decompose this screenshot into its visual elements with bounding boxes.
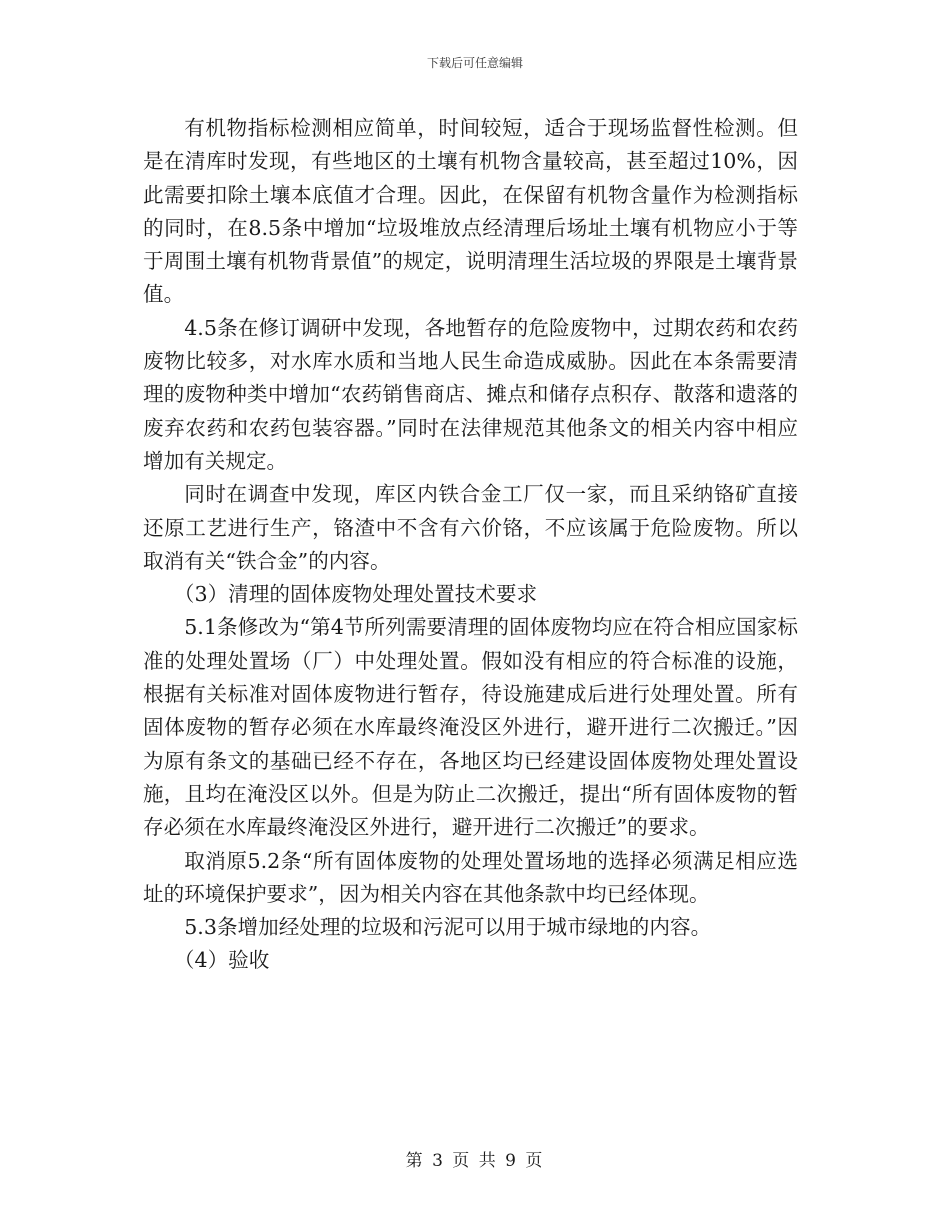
paragraph-organic-matter: 有机物指标检测相应简单，时间较短，适合于现场监督性检测。但是在清库时发现，有些地区的土壤有机物含量较高，甚至超过10%，因此需要扣除土壤本底值才合理。因此，在保留有机物含量作为检测指标的同时，在8.5条中增加“垃圾堆放点经清理后场址土壤有机物应小于等于周围土壤有机物背景值”的规定，说明清理生活垃圾的界限是土壤背景值。 [143, 116, 798, 307]
paragraph-article-5-3: 5.3条增加经处理的垃圾和污泥可以用于城市绿地的内容。 [184, 915, 712, 940]
document-body [143, 112, 798, 978]
paragraph-ferroalloy: 同时在调查中发现，库区内铁合金工厂仅一家，而且采纳铬矿直接还原工艺进行生产，铬渣中不含有六价铬，不应该属于危险废物。所以取消有关“铁合金”的内容。 [143, 482, 798, 573]
section-heading-3: （3）清理的固体废物处理处置技术要求 [173, 582, 538, 607]
paragraph-article-4-5: 4.5条在修订调研中发现，各地暂存的危险废物中，过期农药和农药废物比较多，对水库水质和当地人民生命造成威胁。因此在本条需要清理的废物种类中增加“农药销售商店、摊点和储存点积存、散落和遗落的废弃农药和农药包装容器。”同时在法律规范其他条文的相关内容中相应增加有关规定。 [143, 315, 798, 473]
section-heading-4: （4）验收 [173, 948, 270, 973]
paragraph-article-5-2: 取消原5.2条“所有固体废物的处理处置场地的选择必须满足相应选址的环境保护要求”，因为相关内容在其他条款中均已经体现。 [143, 848, 798, 906]
page-header: 下载后可任意编辑 [426, 56, 523, 70]
paragraph-article-5-1: 5.1条修改为“第4节所列需要清理的固体废物均应在符合相应国家标准的处理处置场（厂）中处理处置。假如没有相应的符合标准的设施，根据有关标准对固体废物进行暂存，待设施建成后进行处理处置。所有固体废物的暂存必须在水库最终淹没区外进行，避开进行二次搬迁。”因为原有条文的基础已经不存在，各地区均已经建设固体废物处理处置设施，且均在淹没区以外。但是为防止二次搬迁，提出“所有固体废物的暂存必须在水库最终淹没区外进行，避开进行二次搬迁”的要求。 [143, 615, 798, 840]
page-number: 第 3 页 共 9 页 [405, 1151, 545, 1171]
